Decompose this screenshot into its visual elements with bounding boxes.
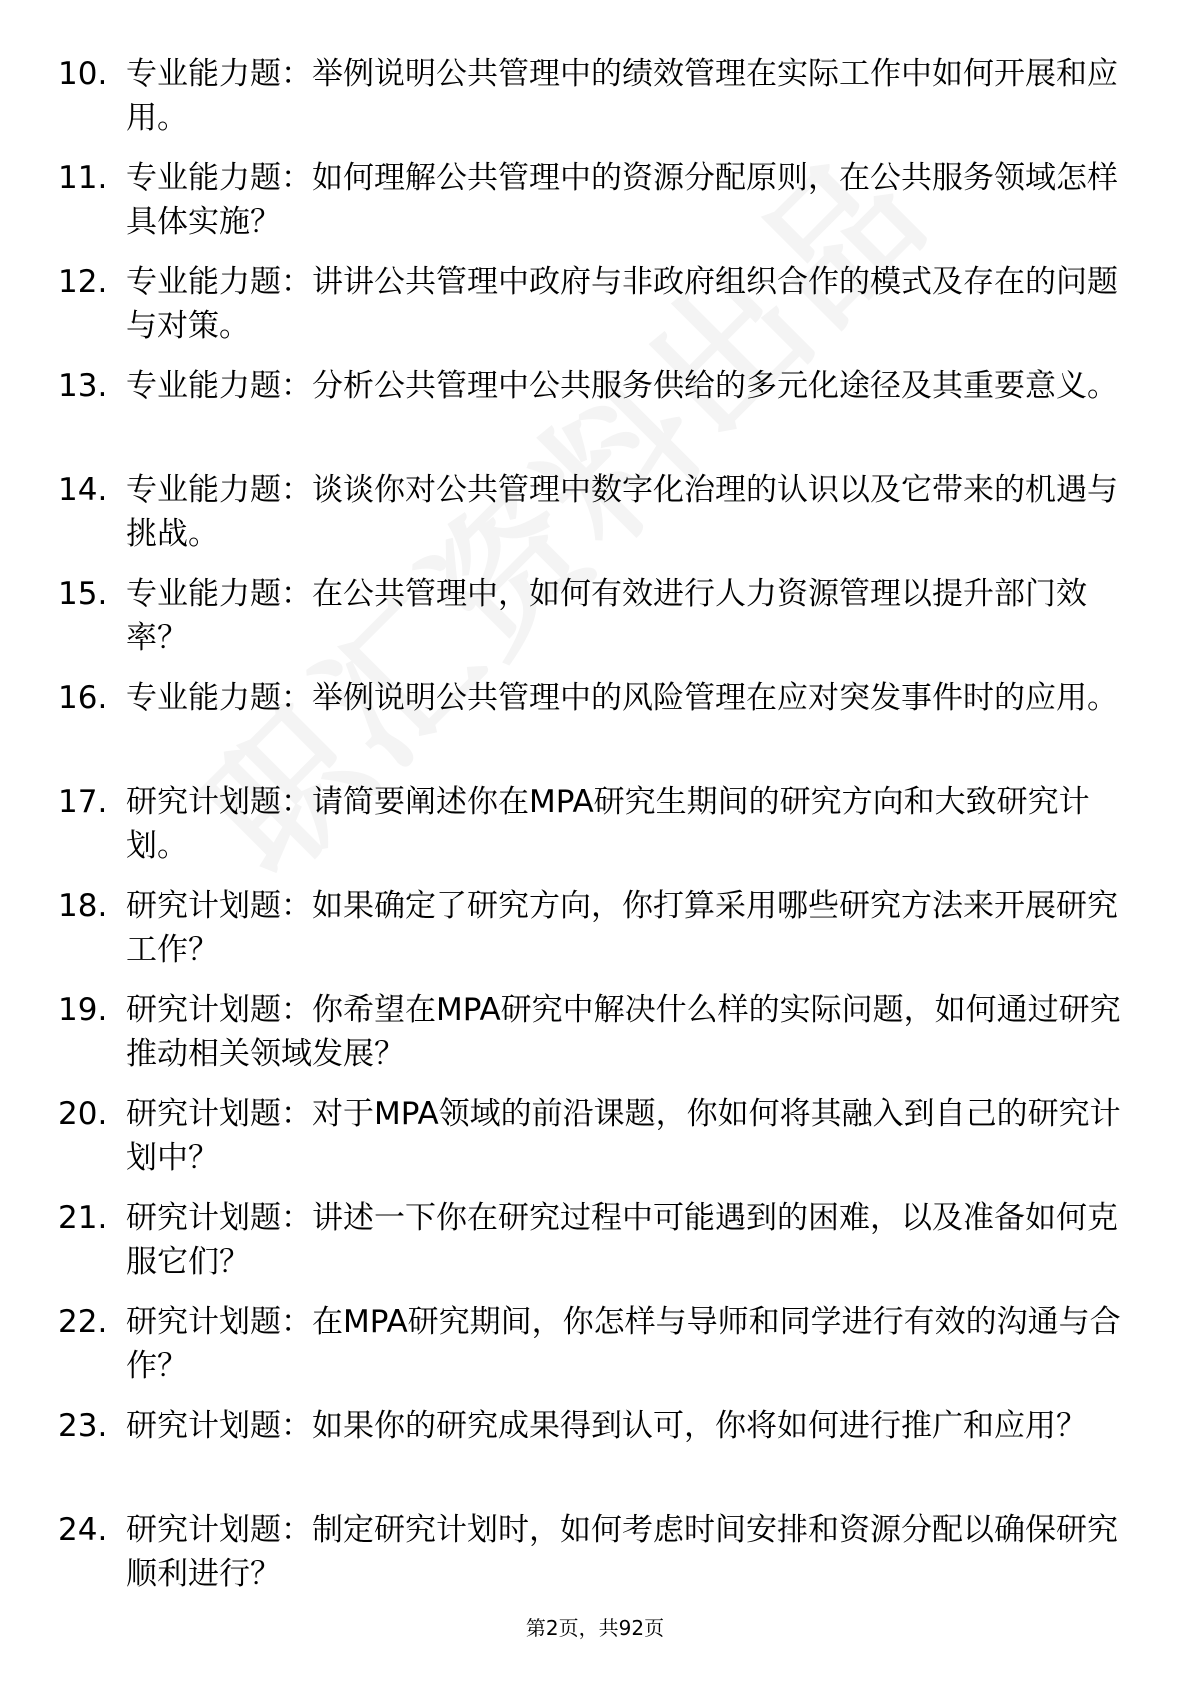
question-colon: ： <box>281 680 312 716</box>
question-item <box>58 1196 1138 1300</box>
question-colon: ： <box>281 1304 312 1340</box>
question-category: 专业能力题 <box>126 56 281 92</box>
question-number: 14. <box>58 472 108 508</box>
question-colon: ： <box>281 1200 312 1236</box>
question-body <box>126 1508 1138 1596</box>
question-number: 12. <box>58 264 108 300</box>
question-category: 专业能力题 <box>126 576 281 612</box>
question-text: 在公共管理中，如何有效进行人力资源管理以提升部门效率？ <box>126 576 1087 656</box>
question-number: 17. <box>58 784 108 820</box>
question-colon: ： <box>281 576 312 612</box>
question-item <box>58 1508 1138 1612</box>
question-body <box>126 156 1138 244</box>
question-body <box>126 1196 1138 1284</box>
question-item <box>58 884 1138 988</box>
question-number: 21. <box>58 1200 108 1236</box>
question-item <box>58 1404 1138 1508</box>
question-body <box>126 676 1138 720</box>
question-colon: ： <box>281 1096 312 1132</box>
question-body <box>126 52 1138 140</box>
question-body <box>126 468 1138 556</box>
question-item <box>58 780 1138 884</box>
question-text: 举例说明公共管理中的绩效管理在实际工作中如何开展和应用。 <box>126 56 1118 136</box>
page-footer <box>0 1612 1190 1641</box>
question-number: 11. <box>58 160 108 196</box>
question-colon: ： <box>281 264 312 300</box>
question-colon: ： <box>281 1512 312 1548</box>
question-item <box>58 52 1138 156</box>
question-colon: ： <box>281 888 312 924</box>
question-body <box>126 1404 1138 1448</box>
question-text: 谈谈你对公共管理中数字化治理的认识以及它带来的机遇与挑战。 <box>126 472 1118 552</box>
question-body <box>126 364 1138 408</box>
question-category: 专业能力题 <box>126 680 281 716</box>
question-body <box>126 1092 1138 1180</box>
question-colon: ： <box>281 992 312 1028</box>
question-category: 研究计划题 <box>126 1096 281 1132</box>
question-list <box>58 52 1138 1612</box>
question-category: 研究计划题 <box>126 1200 281 1236</box>
question-text: 如果确定了研究方向，你打算采用哪些研究方法来开展研究工作？ <box>126 888 1118 968</box>
question-body <box>126 988 1138 1076</box>
question-category: 研究计划题 <box>126 1512 281 1548</box>
page-number: 第2页，共92页 <box>525 1616 665 1640</box>
question-text: 在MPA研究期间，你怎样与导师和同学进行有效的沟通与合作？ <box>126 1304 1121 1384</box>
question-body <box>126 1300 1138 1388</box>
question-text: 对于MPA领域的前沿课题，你如何将其融入到自己的研究计划中？ <box>126 1096 1121 1176</box>
question-colon: ： <box>281 472 312 508</box>
question-text: 讲讲公共管理中政府与非政府组织合作的模式及存在的问题与对策。 <box>126 264 1118 344</box>
question-text: 如何理解公共管理中的资源分配原则，在公共服务领域怎样具体实施？ <box>126 160 1118 240</box>
question-item <box>58 988 1138 1092</box>
question-item <box>58 572 1138 676</box>
question-body <box>126 572 1138 660</box>
question-category: 专业能力题 <box>126 368 281 404</box>
question-number: 24. <box>58 1512 108 1548</box>
question-item <box>58 156 1138 260</box>
question-number: 19. <box>58 992 108 1028</box>
question-item <box>58 1092 1138 1196</box>
question-category: 研究计划题 <box>126 1408 281 1444</box>
question-text: 请简要阐述你在MPA研究生期间的研究方向和大致研究计划。 <box>126 784 1090 864</box>
question-number: 18. <box>58 888 108 924</box>
question-colon: ： <box>281 1408 312 1444</box>
question-number: 15. <box>58 576 108 612</box>
question-category: 专业能力题 <box>126 160 281 196</box>
question-category: 研究计划题 <box>126 1304 281 1340</box>
question-category: 研究计划题 <box>126 992 281 1028</box>
question-category: 专业能力题 <box>126 264 281 300</box>
question-text: 举例说明公共管理中的风险管理在应对突发事件时的应用。 <box>312 680 1118 716</box>
question-text: 制定研究计划时，如何考虑时间安排和资源分配以确保研究顺利进行？ <box>126 1512 1118 1592</box>
question-colon: ： <box>281 160 312 196</box>
question-body <box>126 780 1138 868</box>
question-number: 16. <box>58 680 108 716</box>
question-body <box>126 260 1138 348</box>
question-item <box>58 468 1138 572</box>
question-item <box>58 676 1138 780</box>
question-number: 13. <box>58 368 108 404</box>
question-text: 如果你的研究成果得到认可，你将如何进行推广和应用？ <box>312 1408 1087 1444</box>
question-colon: ： <box>281 784 312 820</box>
question-item <box>58 260 1138 364</box>
question-text: 讲述一下你在研究过程中可能遇到的困难，以及准备如何克服它们？ <box>126 1200 1118 1280</box>
question-colon: ： <box>281 56 312 92</box>
question-item <box>58 1300 1138 1404</box>
question-text: 分析公共管理中公共服务供给的多元化途径及其重要意义。 <box>312 368 1118 404</box>
question-text: 你希望在MPA研究中解决什么样的实际问题，如何通过研究推动相关领域发展？ <box>126 992 1121 1072</box>
question-number: 23. <box>58 1408 108 1444</box>
question-colon: ： <box>281 368 312 404</box>
question-category: 专业能力题 <box>126 472 281 508</box>
question-category: 研究计划题 <box>126 888 281 924</box>
question-body <box>126 884 1138 972</box>
question-number: 22. <box>58 1304 108 1340</box>
question-category: 研究计划题 <box>126 784 281 820</box>
question-number: 20. <box>58 1096 108 1132</box>
question-number: 10. <box>58 56 108 92</box>
question-item <box>58 364 1138 468</box>
